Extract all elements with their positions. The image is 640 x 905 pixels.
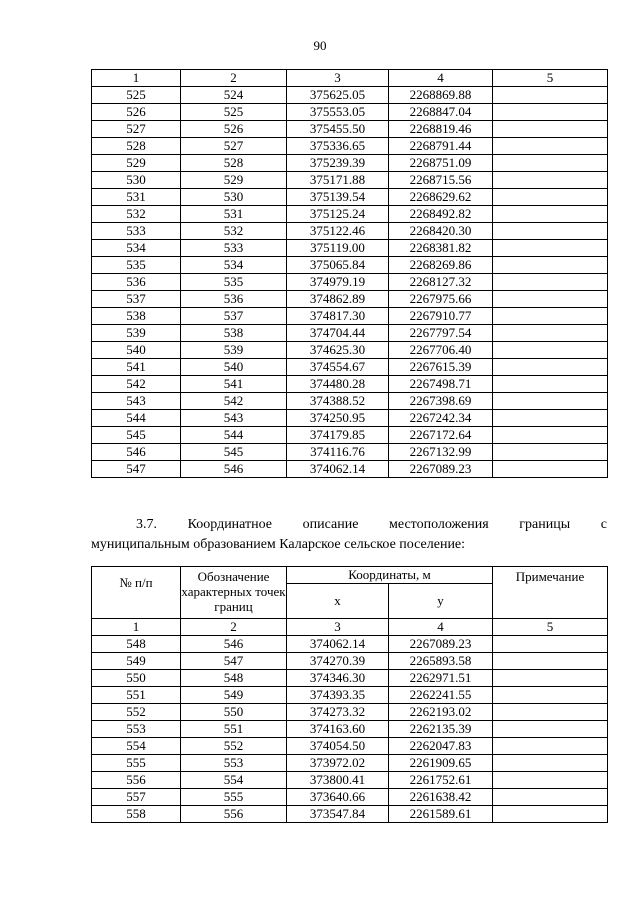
table-cell: 375139.54 <box>287 189 389 206</box>
coordinates-table-continued <box>91 69 608 478</box>
table-cell: 539 <box>92 325 181 342</box>
table-cell: 2268791.44 <box>389 138 493 155</box>
table-row <box>92 172 608 189</box>
table-row <box>92 393 608 410</box>
paragraph-word: с <box>600 517 607 532</box>
table-cell: 547 <box>181 653 287 670</box>
table-cell: 557 <box>92 789 181 806</box>
table-cell: 536 <box>92 274 181 291</box>
column-header-note: Примечание <box>493 567 608 619</box>
table-cell: 542 <box>92 376 181 393</box>
table-cell: 375171.88 <box>287 172 389 189</box>
table-cell: 375625.05 <box>287 87 389 104</box>
table-cell: 545 <box>92 427 181 444</box>
table-cell: 373640.66 <box>287 789 389 806</box>
table-cell: 374480.28 <box>287 376 389 393</box>
section-number: 3.7. <box>136 517 157 532</box>
table-cell <box>493 121 608 138</box>
table-cell: 2268127.32 <box>389 274 493 291</box>
table-cell: 2261589.61 <box>389 806 493 823</box>
table-cell: 526 <box>92 104 181 121</box>
table-cell: 540 <box>181 359 287 376</box>
table-cell: 2267706.40 <box>389 342 493 359</box>
table-cell: 550 <box>181 704 287 721</box>
table-row <box>92 206 608 223</box>
table-cell: 547 <box>92 461 181 478</box>
table-cell <box>493 240 608 257</box>
column-header-x: x <box>287 584 389 619</box>
table-row <box>92 359 608 376</box>
table-row <box>92 308 608 325</box>
table-row <box>92 291 608 308</box>
table-cell: 374625.30 <box>287 342 389 359</box>
table-cell: 2268492.82 <box>389 206 493 223</box>
table-cell <box>493 461 608 478</box>
table-cell <box>493 670 608 687</box>
table-cell <box>493 291 608 308</box>
table-cell <box>493 223 608 240</box>
table-row <box>92 342 608 359</box>
table-cell: 558 <box>92 806 181 823</box>
table-cell: 546 <box>92 444 181 461</box>
table-cell: 542 <box>181 393 287 410</box>
table-cell: 528 <box>181 155 287 172</box>
table-cell <box>493 155 608 172</box>
table-cell: 375119.00 <box>287 240 389 257</box>
table-cell: 527 <box>181 138 287 155</box>
table-cell <box>493 376 608 393</box>
table-cell: 2268381.82 <box>389 240 493 257</box>
table-cell: 374388.52 <box>287 393 389 410</box>
table-cell: 2261752.61 <box>389 772 493 789</box>
table-cell: 374817.30 <box>287 308 389 325</box>
table-cell: 2262193.02 <box>389 704 493 721</box>
table-cell: 2267172.64 <box>389 427 493 444</box>
table-body <box>92 636 608 823</box>
header-cell: 1 <box>92 70 181 87</box>
table-cell: 375455.50 <box>287 121 389 138</box>
table-cell: 535 <box>92 257 181 274</box>
table-cell <box>493 342 608 359</box>
table-index-row <box>92 70 608 87</box>
table-row <box>92 670 608 687</box>
table-cell: 535 <box>181 274 287 291</box>
table-row <box>92 704 608 721</box>
table-cell: 548 <box>92 636 181 653</box>
table-cell: 526 <box>181 121 287 138</box>
table-cell: 374704.44 <box>287 325 389 342</box>
table-cell: 553 <box>181 755 287 772</box>
table-row <box>92 687 608 704</box>
table-cell: 2262971.51 <box>389 670 493 687</box>
table-row <box>92 636 608 653</box>
index-cell: 2 <box>181 619 287 636</box>
table-cell <box>493 687 608 704</box>
table-cell: 2267242.34 <box>389 410 493 427</box>
column-header-number: № п/п <box>92 567 181 619</box>
table-cell: 374179.85 <box>287 427 389 444</box>
table-row <box>92 427 608 444</box>
table-cell: 2267615.39 <box>389 359 493 376</box>
table-cell: 2262241.55 <box>389 687 493 704</box>
table-cell <box>493 393 608 410</box>
table-cell: 525 <box>92 87 181 104</box>
table-cell <box>493 308 608 325</box>
table-cell: 554 <box>181 772 287 789</box>
header-cell: 5 <box>493 70 608 87</box>
table-cell: 551 <box>92 687 181 704</box>
table-cell: 374054.50 <box>287 738 389 755</box>
table-row <box>92 223 608 240</box>
table-cell <box>493 138 608 155</box>
table-cell: 374979.19 <box>287 274 389 291</box>
table-cell: 373800.41 <box>287 772 389 789</box>
table-cell: 2268847.04 <box>389 104 493 121</box>
table-row <box>92 772 608 789</box>
table-cell: 375239.39 <box>287 155 389 172</box>
table-cell: 2262135.39 <box>389 721 493 738</box>
table-cell: 2268819.46 <box>389 121 493 138</box>
table-cell: 2268869.88 <box>389 87 493 104</box>
table-cell: 532 <box>181 223 287 240</box>
table-cell: 528 <box>92 138 181 155</box>
table-cell: 2268420.30 <box>389 223 493 240</box>
table-cell: 375553.05 <box>287 104 389 121</box>
table-row <box>92 461 608 478</box>
table-row <box>92 789 608 806</box>
table-cell: 550 <box>92 670 181 687</box>
table-cell: 539 <box>181 342 287 359</box>
table-cell <box>493 410 608 427</box>
paragraph-word: местоположения <box>389 517 489 532</box>
index-cell: 5 <box>493 619 608 636</box>
table-cell: 552 <box>92 704 181 721</box>
table-cell: 555 <box>181 789 287 806</box>
table-cell: 544 <box>92 410 181 427</box>
table-row <box>92 376 608 393</box>
table-row <box>92 325 608 342</box>
column-header-coordinates: Координаты, м <box>287 567 493 584</box>
table-cell: 375336.65 <box>287 138 389 155</box>
table-cell: 530 <box>181 189 287 206</box>
table-cell: 2267797.54 <box>389 325 493 342</box>
index-cell: 1 <box>92 619 181 636</box>
table-cell <box>493 104 608 121</box>
table-cell <box>493 87 608 104</box>
table-cell: 530 <box>92 172 181 189</box>
table-cell: 549 <box>181 687 287 704</box>
table-cell <box>493 325 608 342</box>
table-row <box>92 155 608 172</box>
table-cell: 545 <box>181 444 287 461</box>
table-cell <box>493 636 608 653</box>
table-cell: 541 <box>181 376 287 393</box>
table-cell: 532 <box>92 206 181 223</box>
table-cell: 2261638.42 <box>389 789 493 806</box>
table-cell: 552 <box>181 738 287 755</box>
table-cell <box>493 427 608 444</box>
header-cell: 4 <box>389 70 493 87</box>
table-cell: 548 <box>181 670 287 687</box>
table-cell <box>493 444 608 461</box>
table-cell <box>493 704 608 721</box>
table-cell: 374862.89 <box>287 291 389 308</box>
kalar-boundary-coordinates-table <box>91 566 608 823</box>
section-heading-paragraph <box>91 515 607 555</box>
table-cell <box>493 653 608 670</box>
index-cell: 3 <box>287 619 389 636</box>
table-cell: 374273.32 <box>287 704 389 721</box>
table-row <box>92 121 608 138</box>
table-cell: 534 <box>181 257 287 274</box>
table-cell: 374270.39 <box>287 653 389 670</box>
table-cell: 2268751.09 <box>389 155 493 172</box>
table-cell <box>493 738 608 755</box>
paragraph-line-2: муниципальным образованием Каларское сельское поселение: <box>91 537 466 552</box>
table-cell: 540 <box>92 342 181 359</box>
table-cell: 538 <box>181 325 287 342</box>
table-cell: 374554.67 <box>287 359 389 376</box>
table-cell: 2267089.23 <box>389 461 493 478</box>
table-cell: 2265893.58 <box>389 653 493 670</box>
table-cell: 2268715.56 <box>389 172 493 189</box>
table-index-row <box>92 619 608 636</box>
table-cell <box>493 755 608 772</box>
table-cell: 2268629.62 <box>389 189 493 206</box>
table-cell <box>493 359 608 376</box>
table-cell: 374346.30 <box>287 670 389 687</box>
column-header-designation: Обозначение характерных точек границ <box>181 567 287 619</box>
table-cell: 543 <box>92 393 181 410</box>
table-row <box>92 806 608 823</box>
table-cell: 373547.84 <box>287 806 389 823</box>
index-cell: 4 <box>389 619 493 636</box>
table-cell <box>493 274 608 291</box>
table-cell: 546 <box>181 636 287 653</box>
paragraph-word: Координатное <box>187 517 273 532</box>
table-cell: 373972.02 <box>287 755 389 772</box>
table-body <box>92 87 608 478</box>
paragraph-line-1 <box>91 515 607 535</box>
paragraph-word: границы <box>519 517 571 532</box>
table-cell: 549 <box>92 653 181 670</box>
table-cell: 374062.14 <box>287 461 389 478</box>
table-cell: 2267910.77 <box>389 308 493 325</box>
table-cell: 375065.84 <box>287 257 389 274</box>
table-cell: 533 <box>92 223 181 240</box>
table-cell: 527 <box>92 121 181 138</box>
table-cell: 537 <box>181 308 287 325</box>
table-cell: 374393.35 <box>287 687 389 704</box>
table-cell: 2267975.66 <box>389 291 493 308</box>
table-cell: 537 <box>92 291 181 308</box>
paragraph-word: описание <box>302 517 359 532</box>
table-cell <box>493 806 608 823</box>
table-cell: 375125.24 <box>287 206 389 223</box>
table-cell: 556 <box>92 772 181 789</box>
page-number: 90 <box>313 38 327 53</box>
table-cell: 553 <box>92 721 181 738</box>
table-cell: 375122.46 <box>287 223 389 240</box>
table-cell <box>493 172 608 189</box>
table-row <box>92 104 608 121</box>
table-row <box>92 653 608 670</box>
table-cell: 374116.76 <box>287 444 389 461</box>
table-cell: 374062.14 <box>287 636 389 653</box>
table-cell <box>493 772 608 789</box>
table-cell: 374250.95 <box>287 410 389 427</box>
table-cell: 544 <box>181 427 287 444</box>
header-cell: 2 <box>181 70 287 87</box>
table-cell <box>493 206 608 223</box>
table-cell: 556 <box>181 806 287 823</box>
table-row <box>92 738 608 755</box>
table-cell: 524 <box>181 87 287 104</box>
table-cell: 536 <box>181 291 287 308</box>
table-cell: 529 <box>92 155 181 172</box>
table-cell: 554 <box>92 738 181 755</box>
table-row <box>92 721 608 738</box>
table-cell: 525 <box>181 104 287 121</box>
table-cell <box>493 257 608 274</box>
table-cell: 2267132.99 <box>389 444 493 461</box>
table-cell: 551 <box>181 721 287 738</box>
table-cell: 541 <box>92 359 181 376</box>
table-cell: 2267398.69 <box>389 393 493 410</box>
table-row <box>92 87 608 104</box>
table-row <box>92 410 608 427</box>
table-cell: 2267498.71 <box>389 376 493 393</box>
table-cell: 533 <box>181 240 287 257</box>
table-cell <box>493 789 608 806</box>
table-row <box>92 444 608 461</box>
table-row <box>92 274 608 291</box>
table-cell: 529 <box>181 172 287 189</box>
table-cell: 374163.60 <box>287 721 389 738</box>
table-cell: 2268269.86 <box>389 257 493 274</box>
table-cell <box>493 189 608 206</box>
table-cell: 2267089.23 <box>389 636 493 653</box>
table-cell: 538 <box>92 308 181 325</box>
header-cell: 3 <box>287 70 389 87</box>
table-cell: 546 <box>181 461 287 478</box>
table-cell: 2262047.83 <box>389 738 493 755</box>
table-cell: 531 <box>92 189 181 206</box>
table-cell <box>493 721 608 738</box>
table-row <box>92 138 608 155</box>
table-cell: 543 <box>181 410 287 427</box>
table-cell: 2261909.65 <box>389 755 493 772</box>
table-cell: 555 <box>92 755 181 772</box>
table-cell: 534 <box>92 240 181 257</box>
column-header-y: y <box>389 584 493 619</box>
table-cell: 531 <box>181 206 287 223</box>
table-row <box>92 755 608 772</box>
table-row <box>92 240 608 257</box>
table-row <box>92 189 608 206</box>
table-row <box>92 257 608 274</box>
